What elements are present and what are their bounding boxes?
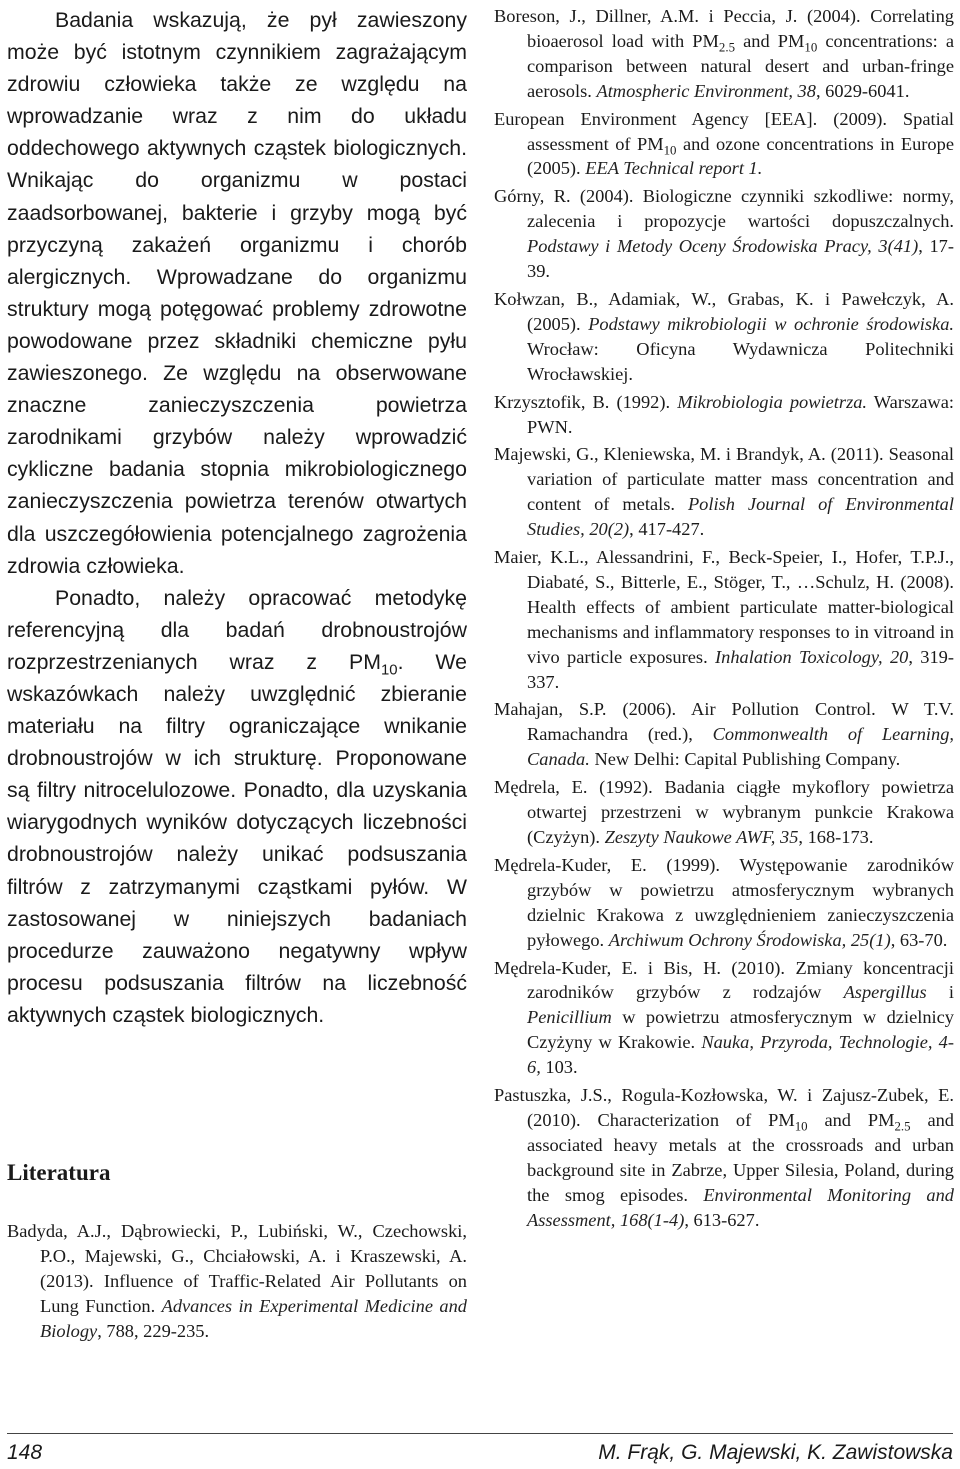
reference-badyda: Badyda, A.J., Dąbrowiecki, P., Lubiński, W., Czechowski, P.O., Majewski, G., Chciałowski, A. i Kraszewski, A. (2013). Influence of Traffic-Related Air Pollutants on Lung Function. Advances in Experimental Medicine and Biology, 788, 229-235. — [7, 1221, 467, 1341]
running-footer-authors: M. Frąk, G. Majewski, K. Zawistowska — [598, 1441, 953, 1464]
left-column — [7, 4, 467, 1031]
reference-krzysztofik: Krzysztofik, B. (1992). Mikrobiologia powietrza. Warszawa: PWN. — [494, 391, 954, 437]
reference-kolwzan: Kołwzan, B., Adamiak, W., Grabas, K. i Pawełczyk, A. (2005). Podstawy mikrobiologii w ochronie środowiska. Wrocław: Oficyna Wydawnicza Politechniki Wrocławskiej. — [494, 288, 954, 384]
body-paragraph-2-text-a: Ponadto, należy opracować metodykę referencyjną dla badań drobnoustrojów rozprzestrzenianych wraz z PM — [7, 585, 467, 674]
body-paragraph-1: Badania wskazują, że pył zawieszony może być istotnym czynnikiem zagrażającym zdrowiu człowieka także ze względu na wprowadzanie wraz z nim do układu oddechowego aktywnych cząstek biologicznych. Wnikając do organizmu w postaci zaadsorbowanej, bakterie i grzyby mogą być przyczyną zakażeń organizmu i chorób alergicznych. Wprowadzane do organizmu struktury mogą potęgować problemy zdrowotne powodowane przez składniki chemiczne pyłu zawieszonego. Ze względu na obserwowane znaczne zanieczyszczenia powietrza zarodnikami grzybów należy wprowadzić cykliczne badania stopnia mikrobiologicznego zanieczyszczenia powietrza terenów otwartych dla uszczegółowienia potencjalnego zagrożenia zdrowia człowieka. — [7, 8, 467, 578]
reference-boreson: Boreson, J., Dillner, A.M. i Peccia, J. (2004). Correlating bioaerosol load with $PM_{2.5}$ and $PM_{10}$ concentrations: a comparison between natural desert and urban-fringe aerosols. Atmospheric Environment, 38, 6029-6041. — [494, 6, 954, 101]
reference-list-right — [494, 4, 954, 1233]
page-number: 148 — [7, 1441, 43, 1464]
reference-maier: Maier, K.L., Alessandrini, F., Beck-Speier, I., Hofer, T.P.J., Diabaté, S., Bitterle, E., Stöger, T., …Schulz, H. (2008). Health effects of ambient particulate matter-biological mechanisms and inflammatory responses to in vitroand in vivo particle exposures. Inhalation Toxicology, 20, 319-337. — [494, 547, 954, 692]
reference-eea: European Environment Agency [EEA]. (2009). Spatial assessment of $PM_{10}$ and ozone concentrations in Europe (2005). EEA Technical report 1. — [494, 108, 954, 179]
body-paragraph-2-text-b: . We wskazówkach należy uwzględnić zbieranie materiału na filtry ograniczające wnikanie drobnoustrojów w ich strukturę. Proponowane są filtry nitrocelulozowe. Ponadto, dla uzyskania wiarygodnych wyników dotyczących liczebności drobnoustrojów należy unikać podsuszania filtrów z zatrzymanymi cząstkami pyłów. W zastosowanej w niniejszych badaniach procedurze zauważono negatywny wpływ procesu podsuszania filtrów na liczebność aktywnych cząstek biologicznych. — [7, 649, 467, 1027]
body-paragraph-2 — [7, 582, 467, 1031]
pm10-subscript: 10 — [380, 662, 398, 679]
reference-pastuszka: Pastuszka, J.S., Rogula-Kozłowska, W. i Zajusz-Zubek, E. (2010). Characterization of $PM_{10}$ and $PM_{2.5}$ and associated heavy metals at the crossroads and urban background site in Zabrze, Upper Silesia, Poland, during the smog episodes. Environmental Monitoring and Assessment, 168(1-4), 613-627. — [494, 1085, 955, 1230]
footer-divider — [7, 1433, 953, 1434]
reference-medrela-kuder-2010: Mędrela-Kuder, E. i Bis, H. (2010). Zmiany koncentracji zarodników grzybów z rodzajów Aspergillus i Penicillium w powietrzu atmosferycznym w dzielnicy Czyżyny w Krakowie. Nauka, Przyroda, Technologie, 4-6, 103. — [494, 957, 954, 1078]
reference-list-left — [7, 1219, 467, 1344]
reference-medrela-kuder-1999: Mędrela-Kuder, E. (1999). Występowanie zarodników grzybów w powietrzu atmosferycznym wybranych dzielnic Krakowa z uwzględnieniem zanieczyszczenia pyłowego. Archiwum Ochrony Środowiska, 25(1), 63-70. — [494, 854, 954, 950]
reference-majewski: Majewski, G., Kleniewska, M. i Brandyk, A. (2011). Seasonal variation of particulate matter mass concentration and content of metals. Polish Journal of Environmental Studies, 20(2), 417-427. — [494, 444, 954, 540]
section-heading-literatura: Literatura — [7, 1160, 111, 1185]
reference-medrela: Mędrela, E. (1992). Badania ciągłe mykoflory powietrza otwartej przestrzeni w wybranym punkcie Krakowa (Czyżyn). Zeszyty Naukowe AWF, 35, 168-173. — [494, 777, 954, 847]
reference-mahajan: Mahajan, S.P. (2006). Air Pollution Control. W T.V. Ramachandra (red.), Commonwealth of Learning, Canada. New Delhi: Capital Publishing Company. — [494, 699, 954, 770]
reference-gorny: Górny, R. (2004). Biologiczne czynniki szkodliwe: normy, zalecenia i propozycje wartości dopuszczalnych. Podstawy i Metody Oceny Środowiska Pracy, 3(41), 17-39. — [494, 186, 954, 282]
